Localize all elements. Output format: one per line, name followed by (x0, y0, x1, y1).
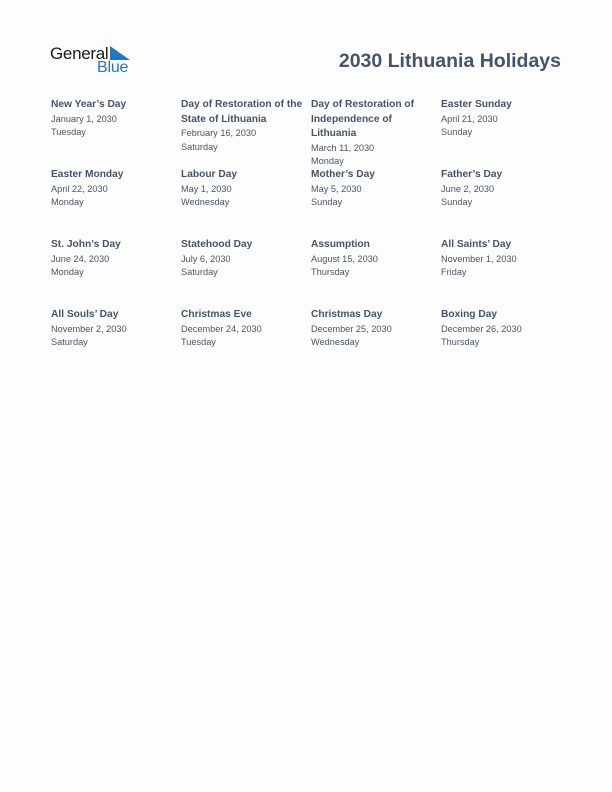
holiday-date: April 21, 2030 (441, 113, 498, 124)
holiday-date: June 24, 2030 (51, 253, 110, 264)
holiday-weekday: Sunday (441, 197, 473, 208)
logo-word-blue: Blue (97, 59, 129, 76)
holiday-weekday: Saturday (181, 141, 218, 152)
holiday-item (311, 98, 439, 169)
holiday-name: Day of Restoration of the State of Lithuania (181, 99, 303, 125)
holiday-weekday: Thursday (311, 267, 350, 278)
holiday-weekday: Wednesday (311, 337, 360, 348)
holiday-date: December 25, 2030 (311, 323, 392, 334)
holiday-date: July 6, 2030 (181, 253, 231, 264)
holiday-name: Mother’s Day (311, 169, 375, 180)
brand-logo (50, 44, 134, 78)
holiday-item (181, 98, 309, 155)
holiday-item (311, 308, 439, 350)
holiday-weekday: Saturday (181, 267, 218, 278)
triangle-flag-icon (110, 46, 130, 60)
holiday-date: January 1, 2030 (51, 113, 117, 124)
holiday-weekday: Friday (441, 267, 467, 278)
holiday-date: May 1, 2030 (181, 183, 232, 194)
holiday-name: New Year’s Day (51, 99, 127, 110)
holiday-name: All Saints’ Day (441, 239, 512, 250)
holiday-name: Assumption (311, 239, 370, 250)
holiday-weekday: Thursday (441, 337, 480, 348)
holiday-item (51, 308, 179, 350)
holiday-date: May 5, 2030 (311, 183, 362, 194)
holiday-name: St. John’s Day (51, 239, 121, 250)
holiday-name: Labour Day (181, 169, 238, 180)
holiday-item (51, 238, 179, 280)
holiday-name: Christmas Eve (181, 309, 252, 320)
holiday-name: Christmas Day (311, 309, 383, 320)
holiday-date: November 2, 2030 (51, 323, 127, 334)
holiday-name: Easter Sunday (441, 99, 512, 110)
holiday-item (441, 168, 569, 210)
holiday-weekday: Tuesday (181, 337, 216, 348)
holiday-item (311, 168, 439, 210)
holiday-weekday: Tuesday (51, 127, 86, 138)
holiday-item (51, 98, 179, 140)
holiday-date: February 16, 2030 (181, 128, 257, 138)
holiday-item (441, 98, 569, 140)
holiday-item (181, 238, 309, 280)
page-title: 2030 Lithuania Holidays (338, 50, 561, 72)
holiday-name: All Souls’ Day (51, 309, 119, 320)
holiday-name: Day of Restoration of Independence of Lithuania (311, 99, 415, 139)
holiday-item (51, 168, 179, 210)
holiday-weekday: Saturday (51, 337, 88, 348)
holiday-name: Easter Monday (51, 169, 124, 180)
holiday-item (441, 308, 569, 350)
holiday-date: August 15, 2030 (311, 253, 378, 264)
holiday-date: December 24, 2030 (181, 323, 262, 334)
holiday-weekday: Wednesday (181, 197, 230, 208)
holiday-weekday: Sunday (441, 127, 473, 138)
holiday-date: March 11, 2030 (311, 142, 375, 153)
holiday-name: Boxing Day (441, 309, 498, 320)
holiday-weekday: Sunday (311, 197, 343, 208)
holiday-date: November 1, 2030 (441, 253, 517, 264)
holiday-date: June 2, 2030 (441, 183, 495, 194)
holiday-weekday: Monday (311, 156, 344, 167)
holiday-name: Father’s Day (441, 169, 503, 180)
holiday-item (181, 168, 309, 210)
holiday-name: Statehood Day (181, 239, 253, 250)
holiday-date: April 22, 2030 (51, 183, 108, 194)
holiday-item (181, 308, 309, 350)
holiday-item (311, 238, 439, 280)
holiday-item (441, 238, 569, 280)
holiday-weekday: Monday (51, 197, 84, 208)
logo-word-general: General (50, 44, 109, 63)
holiday-weekday: Monday (51, 267, 84, 278)
holiday-date: December 26, 2030 (441, 323, 522, 334)
